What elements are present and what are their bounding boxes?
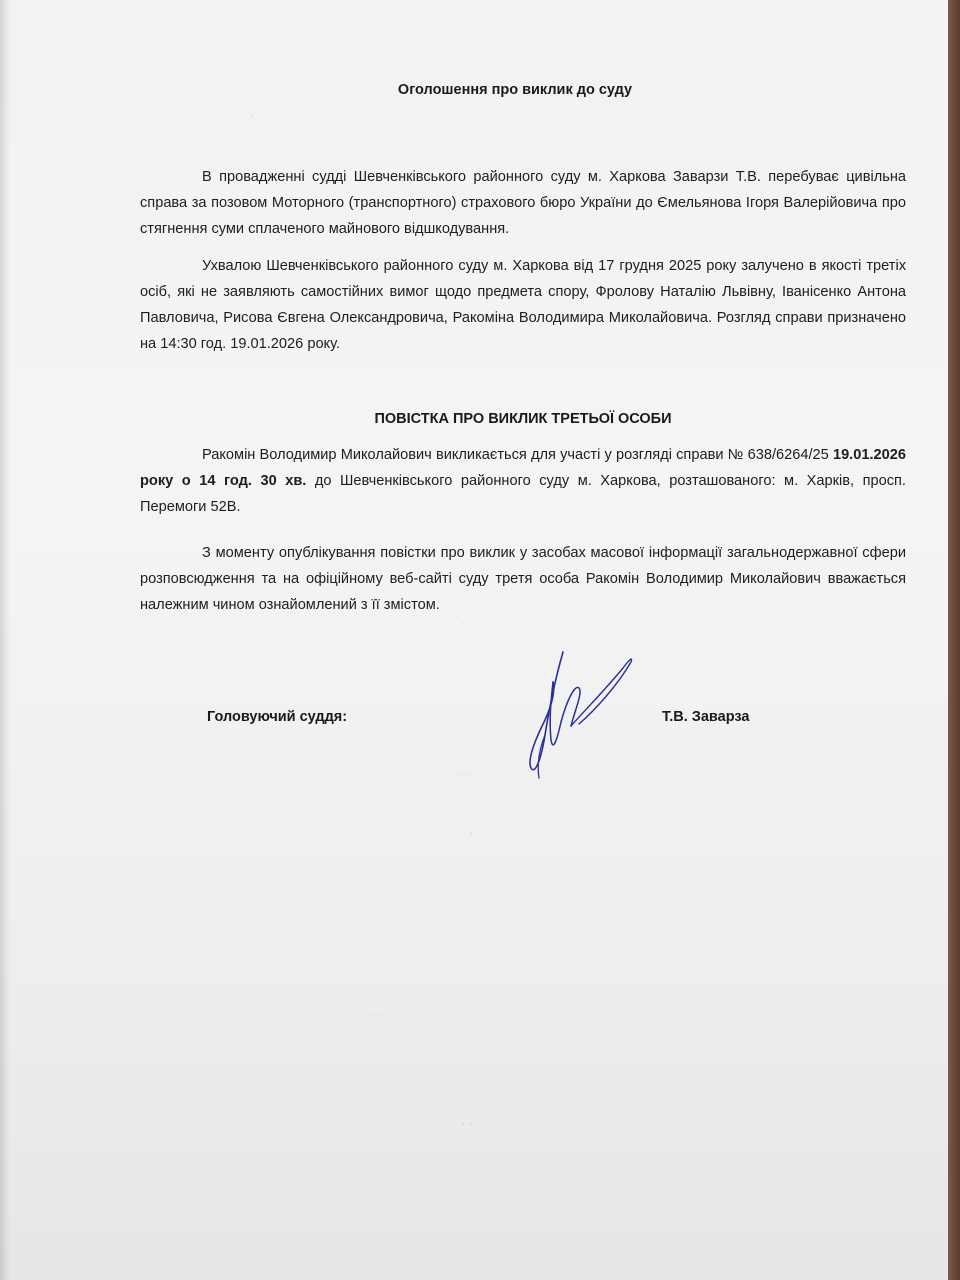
signature-role: Головуючий суддя: [207,709,348,725]
page-left-shadow [0,0,10,1280]
bleed-through-mark: · [480,1180,484,1190]
document-title: Оголошення про виклик до суду [397,82,633,98]
bleed-through-mark: · [250,112,254,122]
handwritten-signature [505,640,645,790]
notice-title: ПОВІСТКА ПРО ВИКЛИК ТРЕТЬОЇ ОСОБИ [374,411,672,427]
paragraph-summons [140,442,906,520]
bleed-through-mark: · · [372,1010,384,1020]
paragraph-court-ruling: Ухвалою Шевченківського районного суду м. Харкова від 17 грудня 2025 року залучено в якості третіх осіб, які не заявляють самостійних вимог щодо предмета спору, Фролову Наталію Львівну, Іванісенко Антона Павловича, Рисова Євгена Олександровича, Ракоміна Володимира Миколайовича. Розгляд справи призначено на 14:30 год. 19.01.2026 року. [140,258,906,352]
summons-date-time: 19.01.2026 року о 14 год. 30 хв. [140,447,906,489]
bleed-through-mark: · [470,830,474,840]
bleed-through-mark: · · [460,770,472,780]
summons-text-end: до Шевченківського районного суду м. Харкова, розташованого: м. Харків, просп. Перемоги 52В. [140,473,906,515]
paragraph-case-description: В провадженні судді Шевченківського районного суду м. Харкова Заварзи Т.В. перебуває цивільна справа за позовом Моторного (транспортного) страхового бюро України до Ємельянова Ігоря Валерійовича про стягнення суми сплаченого майнового відшкодування. [140,169,906,237]
bleed-through-mark: · · [462,1120,474,1130]
summons-text-start: Ракомін Володимир Миколайович викликається для участі у розгляді справи № 638/6264/25 [202,447,833,463]
bleed-through-mark: · · [462,620,474,630]
desk-background [948,0,960,1280]
signature-name: Т.В. Заварза [662,709,750,725]
bleed-through-mark: · · [480,900,492,910]
paragraph-publication-notice: З моменту опублікування повістки про виклик у засобах масової інформації загальнодержавної сфери розповсюдження та на офіційному веб-сайті суду третя особа Ракомін Володимир Миколайович вважається належним чином ознайомлений з її змістом. [140,545,906,613]
